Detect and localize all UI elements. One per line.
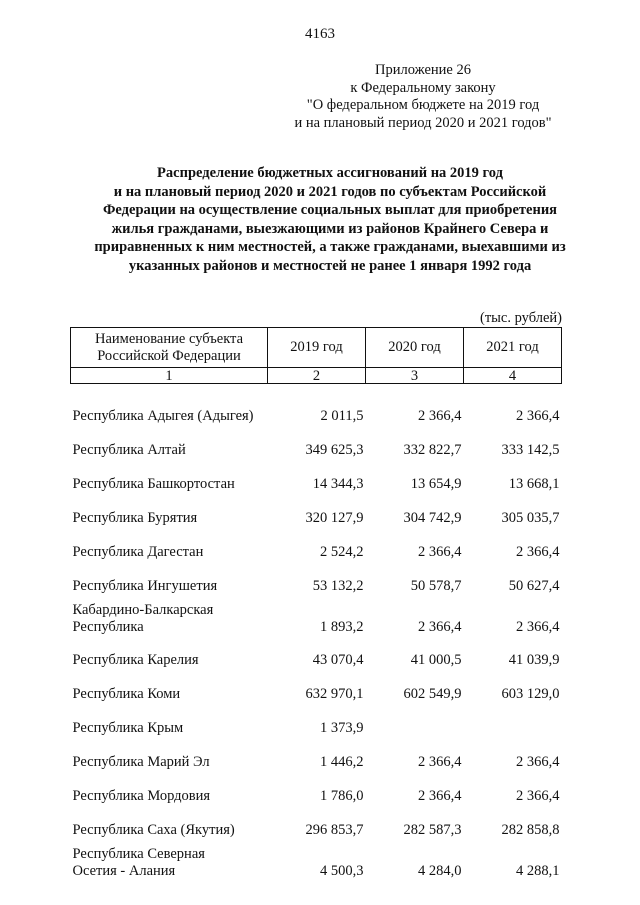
units-label: (тыс. рублей) (480, 310, 562, 326)
value-2019: 1 373,9 (320, 720, 364, 736)
header-year-2020: 2020 год (366, 328, 464, 368)
region-name-cell (71, 464, 268, 498)
value-2020: 2 366,4 (418, 544, 462, 560)
value-2020: 4 284,0 (418, 863, 462, 879)
region-name-cell (71, 742, 268, 776)
appendix-line: к Федеральному закону (350, 79, 496, 96)
region-name: Республика Бурятия (72, 510, 198, 526)
title-line: и на плановый период 2020 и 2021 годов по субъектам Российской (113, 183, 547, 200)
document-title (40, 164, 620, 275)
region-name-cell (71, 396, 268, 430)
value-2020: 282 587,3 (403, 822, 462, 838)
value-2019: 2 524,2 (320, 544, 364, 560)
column-index: 4 (464, 368, 562, 384)
region-name: Республика Саха (Якутия) (72, 822, 235, 838)
table-header-row (71, 328, 562, 368)
region-name-continued: Республика (72, 619, 144, 635)
region-name-cell (71, 600, 268, 640)
region-name: Республика Адыгея (Адыгея) (72, 408, 254, 424)
table-row (71, 396, 562, 430)
value-2021: 333 142,5 (501, 442, 560, 458)
page-number: 4163 (305, 26, 335, 42)
header-name-line: Наименование субъекта (94, 330, 244, 347)
region-name: Республика Ингушетия (72, 578, 218, 594)
title-line: Распределение бюджетных ассигнований на 2019 год (157, 165, 503, 181)
region-name: Республика Крым (72, 720, 184, 736)
table-row (71, 674, 562, 708)
value-2019: 43 070,4 (312, 652, 364, 668)
value-2020 (366, 708, 464, 742)
value-2019: 1 893,2 (320, 619, 364, 635)
value-2020: 50 578,7 (410, 578, 462, 594)
table-row (71, 464, 562, 498)
value-2019: 1 446,2 (320, 754, 364, 770)
region-name-cell (71, 498, 268, 532)
table-row (71, 430, 562, 464)
value-2019: 14 344,3 (312, 476, 364, 492)
region-name-continued: Осетия - Алания (72, 863, 176, 879)
value-2019: 53 132,2 (312, 578, 364, 594)
value-2019: 4 500,3 (320, 863, 364, 879)
region-name-cell (71, 708, 268, 742)
table-spacer (71, 384, 562, 397)
allocation-table (70, 327, 562, 884)
region-name: Республика Коми (72, 686, 181, 702)
table-row (71, 742, 562, 776)
value-2019: 2 011,5 (320, 408, 364, 424)
value-2021: 2 366,4 (516, 754, 560, 770)
table-row (71, 600, 562, 640)
value-2019: 632 970,1 (305, 686, 364, 702)
value-2021: 50 627,4 (508, 578, 560, 594)
title-line: приравненных к ним местностей, а также гражданами, выехавшими из (94, 239, 566, 255)
value-2019: 320 127,9 (305, 510, 364, 526)
region-name-cell (71, 844, 268, 884)
header-year-2021: 2021 год (464, 328, 562, 368)
value-2020: 602 549,9 (403, 686, 462, 702)
title-line: указанных районов и местностей не ранее 1 января 1992 года (128, 257, 532, 274)
region-name: Республика Алтай (72, 442, 186, 458)
value-2021: 13 668,1 (508, 476, 560, 492)
value-2020: 2 366,4 (418, 408, 462, 424)
value-2021: 305 035,7 (501, 510, 560, 526)
value-2021: 2 366,4 (516, 544, 560, 560)
table-row (71, 810, 562, 844)
table-body (71, 384, 562, 885)
value-2020: 2 366,4 (418, 788, 462, 804)
region-name-cell (71, 532, 268, 566)
value-2020: 304 742,9 (403, 510, 462, 526)
value-2020: 2 366,4 (418, 754, 462, 770)
value-2019: 349 625,3 (305, 442, 364, 458)
value-2021: 2 366,4 (516, 408, 560, 424)
value-2021: 41 039,9 (508, 652, 560, 668)
region-name-cell (71, 674, 268, 708)
value-2020: 13 654,9 (410, 476, 462, 492)
appendix-note (278, 62, 568, 132)
table-row (71, 708, 562, 742)
region-name: Кабардино-Балкарская (72, 602, 214, 618)
region-name: Республика Карелия (72, 652, 199, 668)
table-row (71, 640, 562, 674)
region-name: Республика Марий Эл (72, 754, 210, 770)
appendix-line: "О федеральном бюджете на 2019 год (306, 97, 540, 113)
column-index: 1 (71, 368, 268, 384)
region-name-cell (71, 566, 268, 600)
region-name: Республика Дагестан (72, 544, 204, 560)
value-2020: 41 000,5 (410, 652, 462, 668)
value-2021: 282 858,8 (501, 822, 560, 838)
title-line: жилья гражданами, выезжающими из районов Крайнего Севера и (111, 220, 549, 237)
header-year-2019: 2019 год (268, 328, 366, 368)
value-2019: 296 853,7 (305, 822, 364, 838)
appendix-line: и на плановый период 2020 и 2021 годов" (294, 114, 552, 131)
table-row (71, 532, 562, 566)
region-name-cell (71, 430, 268, 464)
table-index-row (71, 368, 562, 384)
header-name-line: Российской Федерации (97, 347, 241, 364)
table-row (71, 498, 562, 532)
region-name: Республика Мордовия (72, 788, 211, 804)
header-region-name (71, 328, 268, 368)
title-line: Федерации на осуществление социальных выплат для приобретения (102, 202, 558, 218)
region-name: Республика Северная (72, 846, 205, 862)
value-2021 (464, 708, 562, 742)
region-name: Республика Башкортостан (72, 476, 235, 492)
column-index: 3 (366, 368, 464, 384)
column-index: 2 (268, 368, 366, 384)
appendix-line: Приложение 26 (375, 62, 471, 78)
value-2020: 2 366,4 (418, 619, 462, 635)
value-2021: 2 366,4 (516, 788, 560, 804)
table-row (71, 844, 562, 884)
value-2020: 332 822,7 (403, 442, 462, 458)
region-name-cell (71, 810, 268, 844)
value-2021: 603 129,0 (501, 686, 560, 702)
value-2021: 2 366,4 (516, 619, 560, 635)
region-name-cell (71, 776, 268, 810)
value-2021: 4 288,1 (516, 863, 560, 879)
value-2019: 1 786,0 (320, 788, 364, 804)
table-row (71, 566, 562, 600)
table-row (71, 776, 562, 810)
region-name-cell (71, 640, 268, 674)
